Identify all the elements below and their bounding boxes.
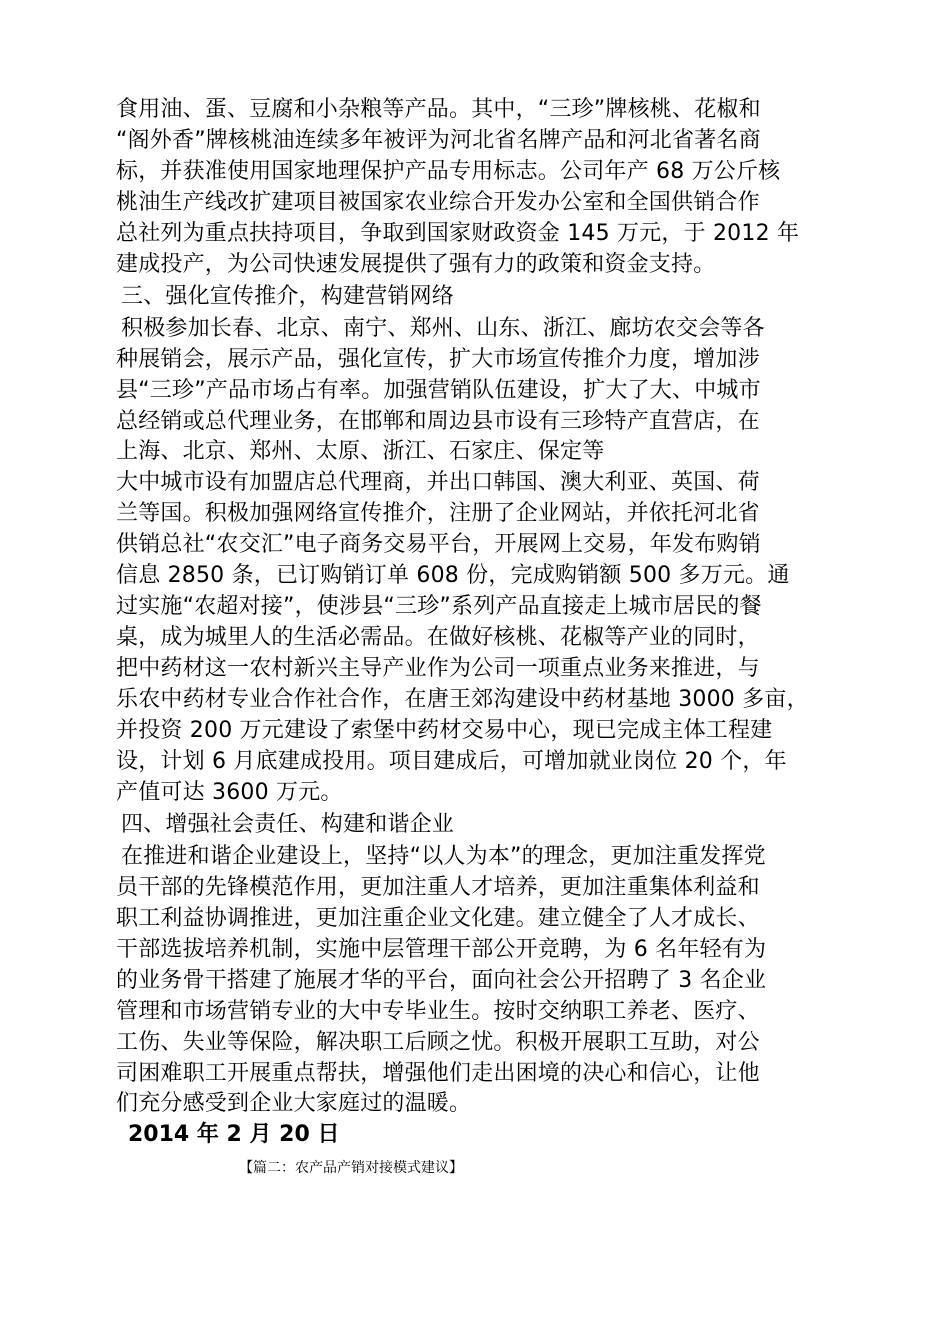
body-text-line: 供销总社“农交汇”电子商务交易平台，开展网上交易，年发布购销 <box>116 532 761 557</box>
body-text-line: 管理和市场营销专业的大中专毕业生。按时交纳职工养老、医疗、 <box>116 999 760 1024</box>
body-text-line: 工伤、失业等保险，解决职工后顾之忧。积极开展职工互助，对公 <box>116 1030 760 1055</box>
body-text-line: 过实施“农超对接”，使涉县“三珍”系列产品直接走上城市居民的餐 <box>116 594 762 619</box>
body-text-line: “阁外香”牌核桃油连续多年被评为河北省名牌产品和河北省著名商 <box>116 128 761 153</box>
body-text-line: 设，计划 6 月底建成投用。项目建成后，可增加就业岗位 20 个，年 <box>116 749 787 774</box>
body-text-line: 标，并获准使用国家地理保护产品专用标志。公司年产 68 万公斤核 <box>116 159 781 184</box>
body-text-line: 桌，成为城里人的生活必需品。在做好核桃、花椒等产业的同时， <box>116 625 760 650</box>
body-text-line: 的业务骨干搭建了施展才华的平台，面向社会公开招聘了 3 名企业 <box>116 968 767 993</box>
body-text-line: 干部选拔培养机制，实施中层管理干部公开竞聘，为 6 名年轻有为 <box>116 937 767 962</box>
body-text-line: 桃油生产线改扩建项目被国家农业综合开发办公室和全国供销合作 <box>116 190 760 215</box>
document-date: 2014 年 2 月 20 日 <box>128 1122 340 1147</box>
body-text-line: 信息 2850 条，已订购销订单 608 份，完成购销额 500 多万元。通 <box>116 563 790 588</box>
body-text-line: 兰等国。积极加强网络宣传推介，注册了企业网站，并依托河北省 <box>116 501 760 526</box>
body-text-line: 食用油、蛋、豆腐和小杂粮等产品。其中，“三珍”牌核桃、花椒和 <box>116 97 761 122</box>
body-text-line: 产值可达 3600 万元。 <box>116 780 343 805</box>
body-text-line: 总经销或总代理业务，在邯郸和周边县市设有三珍特产直营店，在 <box>116 409 760 434</box>
body-text-line: 职工利益协调推进，更加注重企业文化建。建立健全了人才成长、 <box>116 906 760 931</box>
body-text-line: 并投资 200 万元建设了索堡中药材交易中心，现已完成主体工程建 <box>116 718 773 743</box>
body-text-line: 种展销会，展示产品，强化宣传，扩大市场宣传推介力度，增加涉 <box>116 347 760 372</box>
body-text-line: 员干部的先锋模范作用，更加注重人才培养，更加注重集体利益和 <box>116 875 760 900</box>
section-heading: 三、强化宣传推介，构建营销网络 <box>121 284 455 309</box>
body-text-line: 总社列为重点扶持项目，争取到国家财政资金 145 万元，于 2012 年 <box>116 221 800 246</box>
section-heading: 四、增强社会责任、构建和谐企业 <box>121 812 455 837</box>
body-text-line: 积极参加长春、北京、南宁、郑州、山东、浙江、廊坊农交会等各 <box>121 316 765 341</box>
body-text-line: 县“三珍”产品市场占有率。加强营销队伍建设，扩大了大、中城市 <box>116 378 761 403</box>
body-text-line: 乐农中药材专业合作社合作，在唐王郊沟建设中药材基地 3000 多亩， <box>116 687 809 712</box>
body-text-line: 把中药材这一农村新兴主导产业作为公司一项重点业务来推进，与 <box>116 656 760 681</box>
body-text-line: 上海、北京、郑州、太原、浙江、石家庄、保定等 <box>116 439 605 464</box>
body-text-line: 大中城市设有加盟店总代理商，并出口韩国、澳大利亚、英国、荷 <box>116 470 760 495</box>
body-text-line: 们充分感受到企业大家庭过的温暖。 <box>116 1091 472 1116</box>
body-text-line: 司困难职工开展重点帮扶，增强他们走出困境的决心和信心，让他 <box>116 1061 760 1086</box>
body-text-line: 在推进和谐企业建设上，坚持“以人为本”的理念，更加注重发挥党 <box>121 844 766 869</box>
body-text-line: 建成投产，为公司快速发展提供了强有力的政策和资金支持。 <box>116 252 716 277</box>
next-article-title: 【篇二：农产品产销对接模式建议】 <box>239 1160 463 1176</box>
